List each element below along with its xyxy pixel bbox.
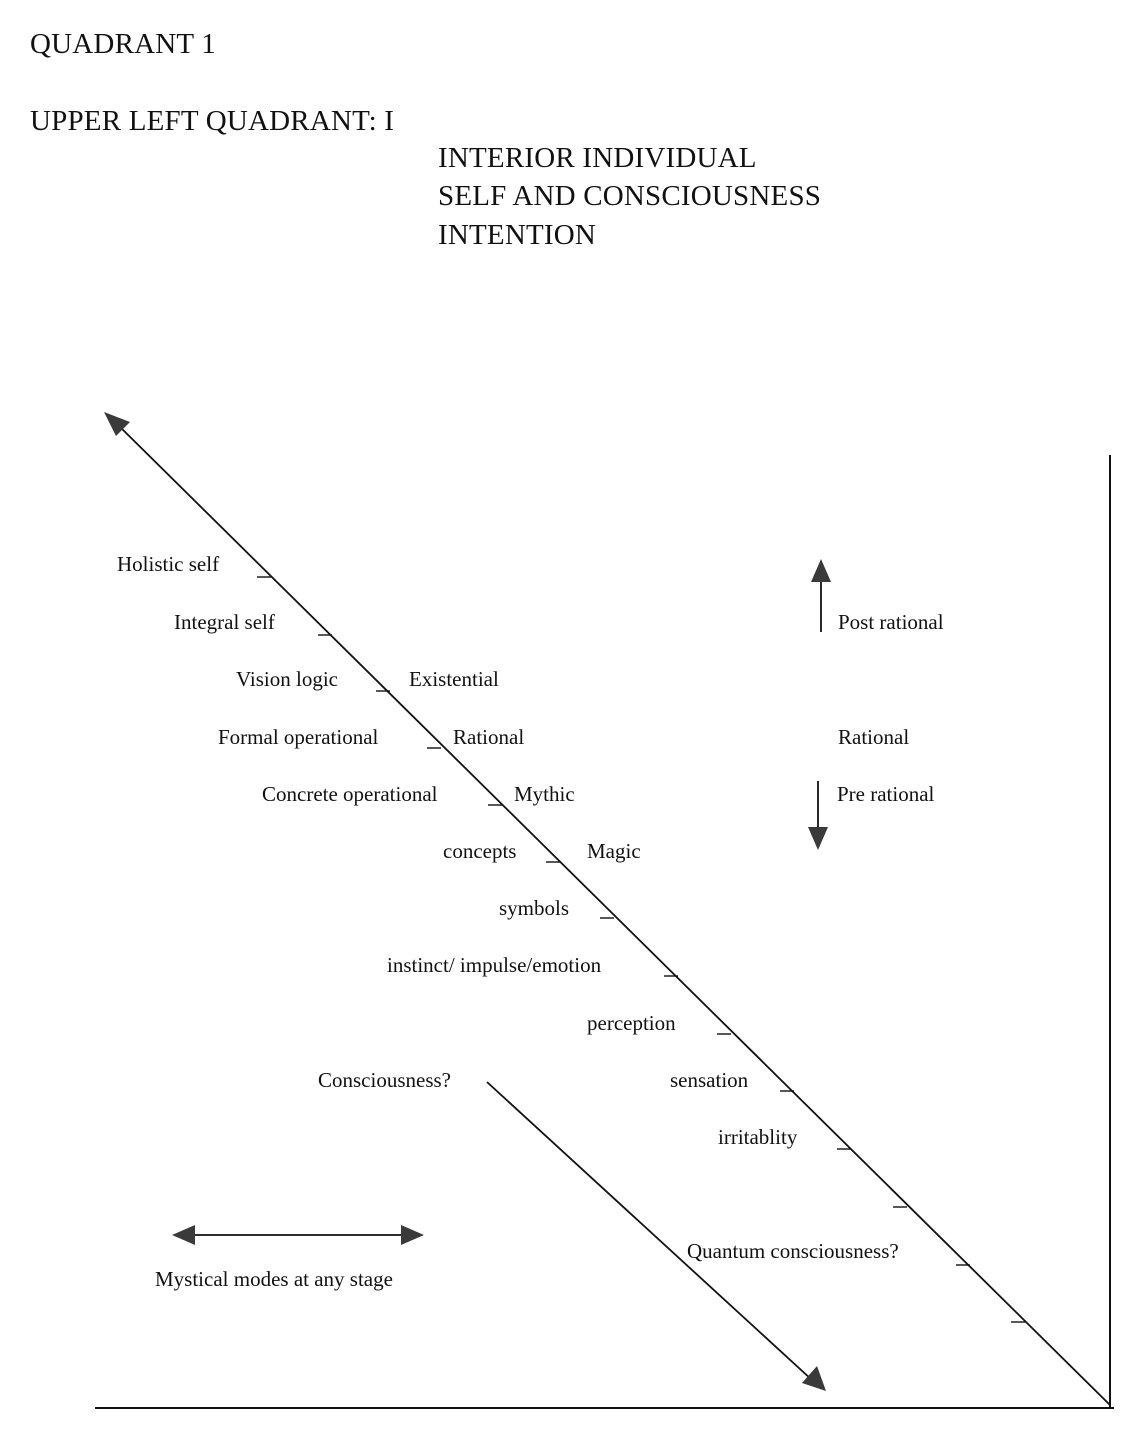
mystical-modes-label: Mystical modes at any stage — [155, 1267, 393, 1291]
stage-label-sensation: sensation — [670, 1068, 749, 1092]
stage-label-perception: perception — [587, 1011, 676, 1035]
post-rational-arrowhead — [811, 559, 831, 582]
worldview-label-rational: Rational — [453, 725, 525, 749]
worldview-label-quantum-consciousness: Quantum consciousness? — [687, 1239, 899, 1263]
stage-label-integral-self: Integral self — [174, 610, 275, 634]
mystical-arrowhead-right — [401, 1225, 424, 1245]
stage-label-holistic-self: Holistic self — [117, 552, 220, 576]
worldview-label-existential: Existential — [409, 667, 499, 691]
stage-label-concepts: concepts — [443, 839, 517, 863]
development-diagonal — [118, 425, 1110, 1405]
worldview-label-magic: Magic — [587, 839, 641, 863]
stage-label-instinct: instinct/ impulse/emotion — [387, 953, 602, 977]
post-rational-label: Post rational — [838, 610, 944, 634]
stage-label-concrete-operational: Concrete operational — [262, 782, 438, 806]
stage-label-irritability: irritablity — [718, 1125, 798, 1149]
descriptor-self-and-consciousness: SELF AND CONSCIOUSNESS — [438, 180, 822, 212]
descriptor-intention: INTENTION — [438, 219, 597, 251]
quadrant-name: UPPER LEFT QUADRANT: I — [30, 105, 395, 137]
pre-rational-arrowhead — [808, 827, 828, 850]
descriptor-interior-individual: INTERIOR INDIVIDUAL — [438, 142, 757, 174]
consciousness-arrowhead — [802, 1366, 826, 1391]
rational-scale-label: Rational — [838, 725, 910, 749]
pre-rational-label: Pre rational — [837, 782, 935, 806]
mystical-arrowhead-left — [172, 1225, 195, 1245]
quadrant-title: QUADRANT 1 — [30, 28, 216, 60]
diagonal-ticks — [257, 577, 1025, 1322]
worldview-label-mythic: Mythic — [514, 782, 575, 806]
stage-label-symbols: symbols — [499, 896, 570, 920]
stage-label-vision-logic: Vision logic — [236, 667, 338, 691]
consciousness-label: Consciousness? — [318, 1068, 451, 1092]
stage-label-formal-operational: Formal operational — [218, 725, 379, 749]
